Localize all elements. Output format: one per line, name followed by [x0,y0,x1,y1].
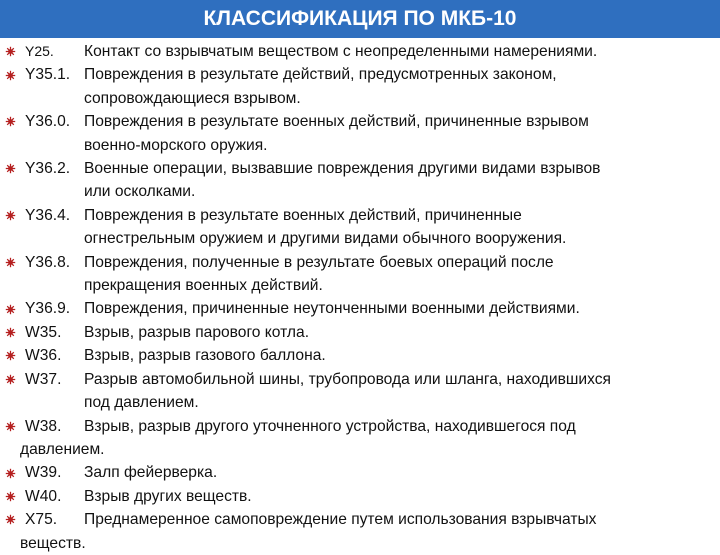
icd-description: Взрыв других веществ. [84,487,252,505]
star-bullet-icon [3,63,17,86]
list-item [0,204,720,251]
icd-code: W38. [25,417,62,435]
icd-code: X75. [25,511,58,529]
icd-description: Взрыв, разрыв парового котла. [84,323,310,341]
star-bullet-icon [3,368,17,391]
icd-code: Y36.9. [25,300,71,318]
list-item [0,344,720,367]
icd-description-continuation: давлением. [20,440,105,458]
star-bullet-icon [3,204,17,227]
icd-description: Повреждения в результате военных действий, причиненные огнестрельным оружием и другими видами обычного вооружения. [84,206,567,248]
icd-description: Разрыв автомобильной шины, трубопровода или шланга, находившихся под давлением. [84,370,611,412]
star-bullet-icon [3,415,17,438]
icd-description: Повреждения в результате действий, предусмотренных законом, сопровождающиеся взрывом. [84,66,557,107]
list-item [0,157,720,204]
star-bullet-icon [3,321,17,344]
icd-code: W39. [25,464,62,482]
list-item [0,321,720,344]
icd-description: Контакт со взрывчатым веществом с неопределенными намерениями. [84,43,598,60]
icd-description: Залп фейерверка. [84,464,218,482]
icd-code: Y25. [25,43,54,59]
list-item [0,40,720,63]
icd-description-continuation: веществ. [20,534,86,552]
star-bullet-icon [3,485,17,508]
icd-code: W36. [25,347,62,365]
star-bullet-icon [3,157,17,180]
star-bullet-icon [3,110,17,133]
icd-code: W40. [25,487,62,505]
list-item [0,251,720,298]
icd-code: Y36.8. [25,253,71,271]
list-item [0,461,720,484]
list-item [0,485,720,508]
icd-description: Повреждения в результате военных действий, причиненные взрывом военно-морского оружия. [84,113,589,154]
icd-description: Повреждения, причиненные неутонченными военными действиями. [84,300,580,318]
icd-description: Военные операции, вызвавшие повреждения другими видами взрывов или осколками. [84,160,601,201]
list-item [0,415,720,462]
icd-description: Взрыв, разрыв газового баллона. [84,347,326,365]
list-item [0,368,720,415]
star-bullet-icon [3,344,17,367]
icd-description: Преднамеренное самоповреждение путем использования взрывчатых [84,511,597,529]
list-item [0,63,720,110]
star-bullet-icon [3,251,17,274]
icd-description: Взрыв, разрыв другого уточненного устройства, находившегося под [84,417,576,435]
list-item [0,297,720,320]
list-item [0,508,720,555]
star-bullet-icon [3,40,17,63]
slide-title: КЛАССИФИКАЦИЯ ПО МКБ-10 [0,0,720,38]
star-bullet-icon [3,297,17,320]
star-bullet-icon [3,461,17,484]
icd-code: Y36.2. [25,160,71,178]
icd-code-list [0,40,720,555]
icd-code: Y36.0. [25,113,71,131]
icd-code: W35. [25,323,62,341]
icd-description: Повреждения, полученные в результате боевых операций после прекращения военных действий. [84,253,554,295]
list-item [0,110,720,157]
icd-code: Y36.4. [25,206,71,224]
star-bullet-icon [3,508,17,531]
icd-code: Y35.1. [25,66,71,84]
icd-code: W37. [25,370,62,388]
